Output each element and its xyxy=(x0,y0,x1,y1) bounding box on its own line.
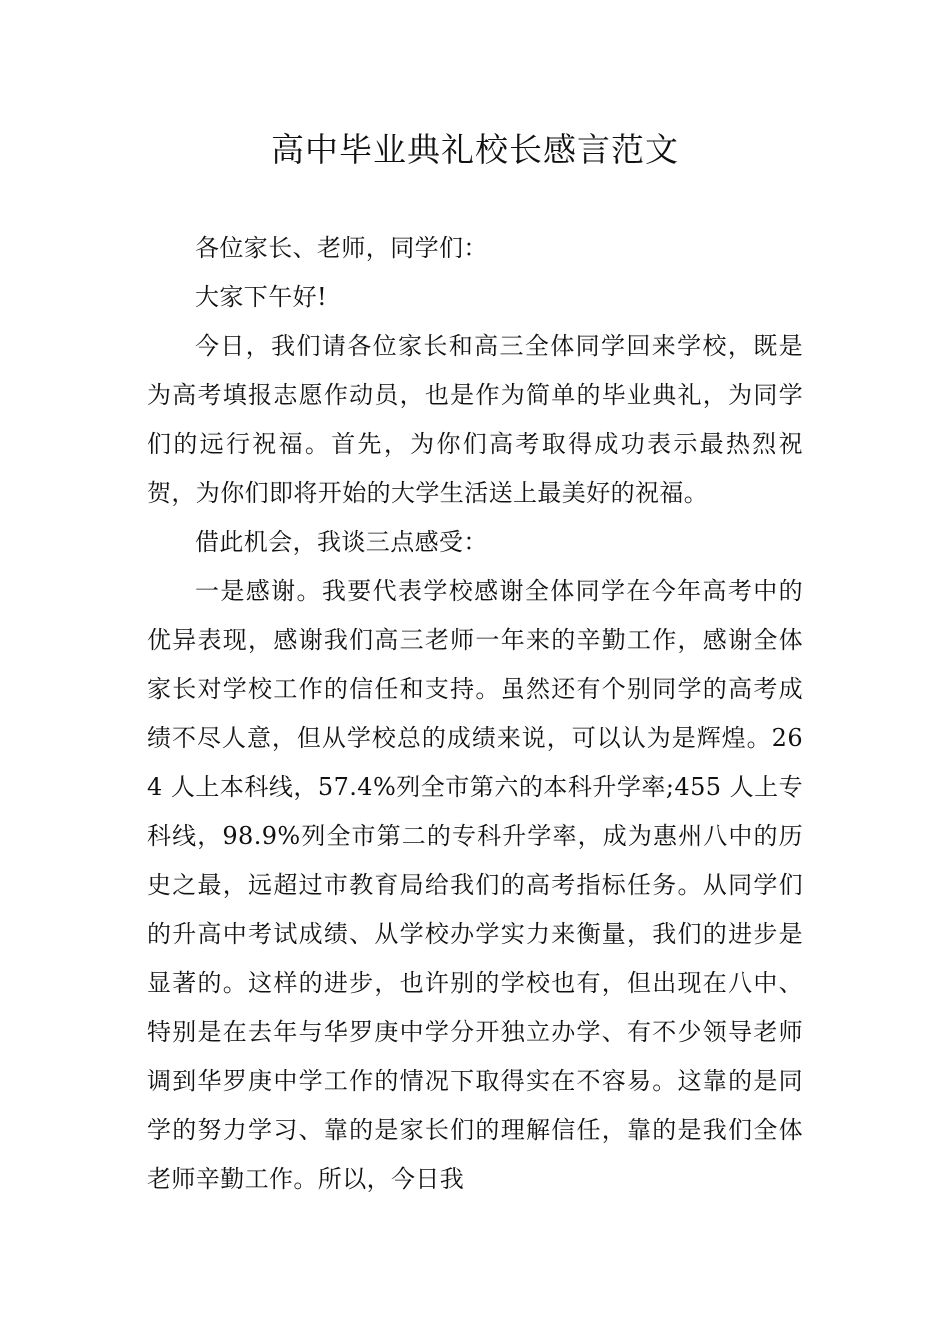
document-title: 高中毕业典礼校长感言范文 xyxy=(271,130,679,169)
paragraph-greeting: 大家下午好! xyxy=(195,283,328,311)
paragraph-gratitude: 一是感谢。我要代表学校感谢全体同学在今年高考中的优异表现，感谢我们高三老师一年来的辛勤工作，感谢全体家长对学校工作的信任和支持。虽然还有个别同学的高考成绩不尽人意，但从学校总的成绩来说，可以认为是辉煌。264 人上本科线，57.4%列全市第六的本科升学率;455 人上专科线，98.9%列全市第二的专科升学率，成为惠州八中的历史之最，远超过市教育局给我们的高考指标任务。从同学们的升高中考试成绩、从学校办学实力来衡量，我们的进步是显著的。这样的进步，也许别的学校也有，但出现在八中、特别是在去年与华罗庚中学分开独立办学、有不少领导老师调到华罗庚中学工作的情况下取得实在不容易。这靠的是同学的努力学习、靠的是家长们的理解信任，靠的是我们全体老师辛勤工作。所以，今日我 xyxy=(147,577,803,1193)
paragraph-salutation: 各位家长、老师，同学们： xyxy=(195,234,488,262)
paragraph-transition: 借此机会，我谈三点感受： xyxy=(195,528,488,556)
paragraph-introduction: 今日，我们请各位家长和高三全体同学回来学校，既是为高考填报志愿作动员，也是作为简单的毕业典礼，为同学们的远行祝福。首先，为你们高考取得成功表示最热烈祝贺，为你们即将开始的大学生活送上最美好的祝福。 xyxy=(147,332,803,507)
document-body xyxy=(147,224,803,1204)
